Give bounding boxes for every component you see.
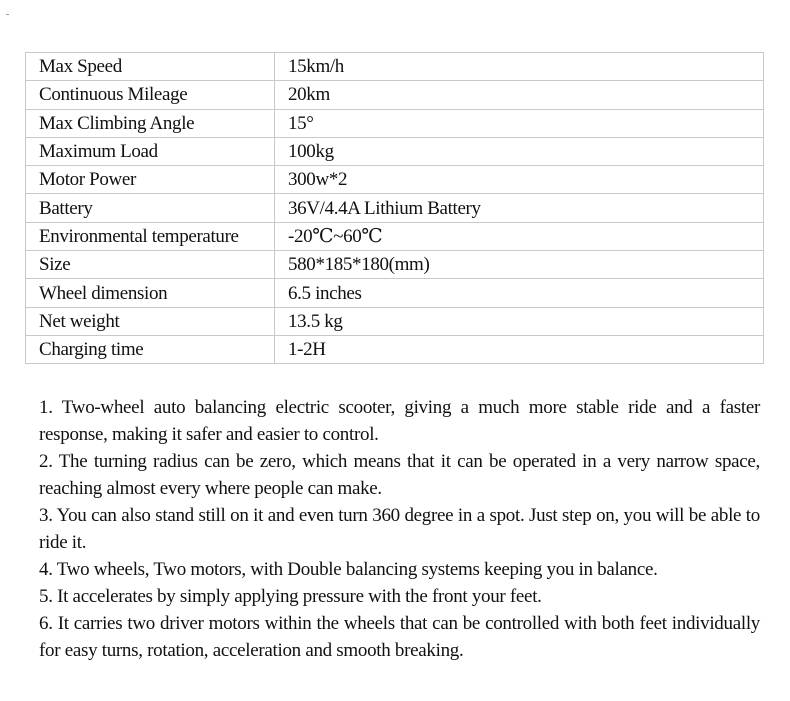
table-row [26, 81, 764, 109]
corner-mark [6, 14, 9, 15]
spec-value: 36V/4.4A Lithium Battery [275, 194, 764, 222]
feature-item: 6. It carries two driver motors within the wheels that can be controlled with both feet individually for easy turns, rotation, acceleration and smooth breaking. [39, 613, 760, 661]
spec-label: Charging time [26, 335, 275, 363]
spec-value: 15° [275, 109, 764, 137]
feature-item: 1. Two-wheel auto balancing electric scooter, giving a much more stable ride and a faster response, making it safer and easier to control. [39, 397, 760, 445]
spec-label: Battery [26, 194, 275, 222]
table-row [26, 166, 764, 194]
table-row [26, 109, 764, 137]
spec-label: Max Speed [26, 53, 275, 81]
feature-item: 5. It accelerates by simply applying pressure with the front your feet. [39, 586, 542, 607]
table-row [26, 137, 764, 165]
spec-value: 1-2H [275, 335, 764, 363]
spec-label: Max Climbing Angle [26, 109, 275, 137]
spec-label: Motor Power [26, 166, 275, 194]
spec-value: 6.5 inches [275, 279, 764, 307]
table-row [26, 222, 764, 250]
spec-value: 100kg [275, 137, 764, 165]
spec-label: Size [26, 251, 275, 279]
spec-value: 15km/h [275, 53, 764, 81]
spec-table [25, 52, 764, 364]
spec-label: Environmental temperature [26, 222, 275, 250]
table-row [26, 53, 764, 81]
spec-label: Maximum Load [26, 137, 275, 165]
spec-label: Continuous Mileage [26, 81, 275, 109]
table-row [26, 251, 764, 279]
spec-value: 580*185*180(mm) [275, 251, 764, 279]
feature-list [39, 394, 760, 664]
spec-value: 13.5 kg [275, 307, 764, 335]
table-row [26, 279, 764, 307]
table-row [26, 335, 764, 363]
feature-item: 4. Two wheels, Two motors, with Double balancing systems keeping you in balance. [39, 559, 658, 580]
spec-label: Net weight [26, 307, 275, 335]
spec-label: Wheel dimension [26, 279, 275, 307]
feature-item: 3. You can also stand still on it and even turn 360 degree in a spot. Just step on, you will be able to ride it. [39, 505, 760, 553]
feature-item: 2. The turning radius can be zero, which means that it can be operated in a very narrow space, reaching almost every where people can make. [39, 451, 760, 499]
spec-value: 300w*2 [275, 166, 764, 194]
table-row [26, 307, 764, 335]
spec-value: -20℃~60℃ [275, 222, 764, 250]
spec-value: 20km [275, 81, 764, 109]
table-row [26, 194, 764, 222]
